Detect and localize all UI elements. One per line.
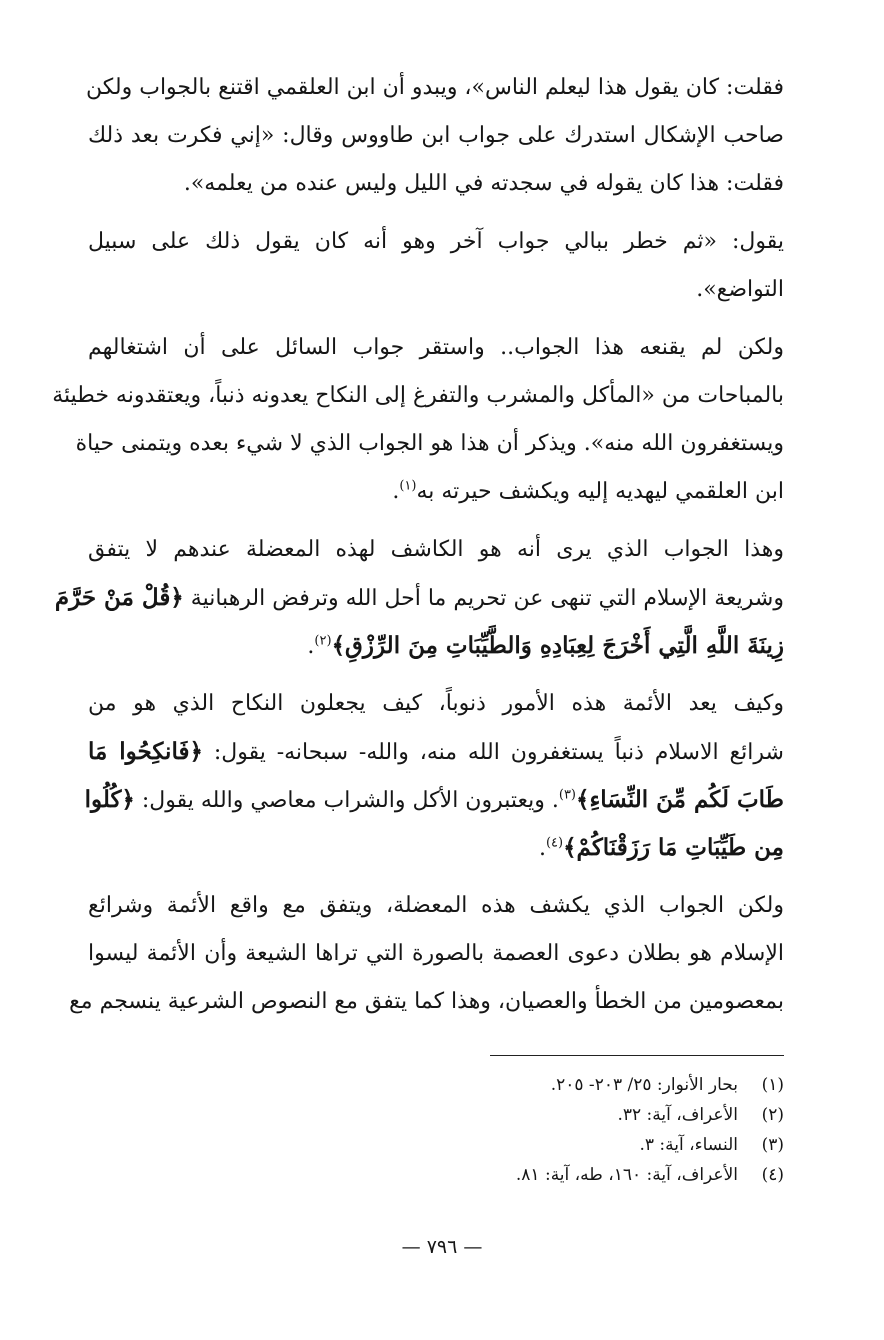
text-line: وهذا الجواب الذي يرى أنه هو الكاشف لهذه المعضلة عندهم لا يتفق <box>88 537 784 562</box>
line-text: ابن العلقمي ليهديه إليه ويكشف حيرته به <box>416 479 784 504</box>
footnote-text: النساء، آية: ٣. <box>639 1135 738 1155</box>
footnote-item <box>364 1100 784 1130</box>
footnote-marker: (٤) <box>545 835 564 851</box>
paragraph-1 <box>88 64 784 208</box>
quran-verse: ﴿كُلُوا <box>84 786 135 813</box>
paragraph-4 <box>54 526 784 670</box>
footnote-number: (٢) <box>761 1105 784 1125</box>
text-line: زِينَةَ اللَّهِ الَّتِي أَخْرَجَ لِعِبَادِهِ وَالطَّيِّبَاتِ مِنَ الرِّزْقِ﴾$^{(٢)}$. <box>307 632 784 659</box>
text-line: ابن العلقمي ليهديه إليه ويكشف حيرته به$^{(١)}$. <box>392 478 784 504</box>
quran-verse: طَابَ لَكُم مِّنَ النِّسَاءِ﴾ <box>576 786 784 813</box>
footnote-item <box>364 1130 784 1160</box>
footnote-text: الأعراف، آية: ١٦٠، طه، آية: ٨١. <box>515 1165 738 1185</box>
text-line: ولكن الجواب الذي يكشف هذه المعضلة، ويتفق مع واقع الأئمة وشرائع <box>88 893 784 918</box>
text-line <box>84 776 784 824</box>
quran-verse: ﴿فَانكِحُوا مَا <box>88 738 203 765</box>
line-text: . ويعتبرون الأكل والشراب معاصي والله يقول: <box>141 788 559 813</box>
paragraph-5 <box>84 680 784 872</box>
text-line: وكيف يعد الأئمة هذه الأمور ذنوباً، كيف يجعلون النكاح الذي هو من <box>88 691 784 716</box>
text-line <box>54 574 784 622</box>
footnote-marker: (٣) <box>558 787 576 803</box>
footnote-marker: (١) <box>399 478 417 494</box>
footnote-item <box>364 1160 784 1190</box>
text-line: ولكن لم يقنعه هذا الجواب.. واستقر جواب السائل على أن اشتغالهم <box>88 335 785 360</box>
text-line: فقلت: كان يقول هذا ليعلم الناس»، ويبدو أن ابن العلقمي اقتنع بالجواب ولكن <box>86 75 784 100</box>
paragraph-3 <box>52 324 785 516</box>
page-body <box>52 64 785 1036</box>
line-text: شرائع الاسلام ذنباً يستغفرون الله منه، والله- سبحانه- يقول: <box>213 740 784 765</box>
line-text: وشريعة الإسلام التي تنهى عن تحريم ما أحل الله وترفض الرهبانية <box>190 586 784 611</box>
page-number: — ٧٩٦ — <box>401 1236 483 1258</box>
text-line: بالمباحات من «المأكل والمشرب والتفرغ إلى النكاح يعدونه ذنباً، ويعتقدونه خطيئة <box>52 383 784 408</box>
footnote-text: الأعراف، آية: ٣٢. <box>617 1105 738 1125</box>
quran-verse: زِينَةَ اللَّهِ الَّتِي أَخْرَجَ لِعِبَادِهِ وَالطَّيِّبَاتِ مِنَ الرِّزْقِ﴾ <box>331 632 784 659</box>
paragraph-6 <box>69 882 784 1026</box>
text-line: الإسلام هو بطلان دعوى العصمة بالصورة التي تراها الشيعة وأن الأئمة ليسوا <box>88 941 784 966</box>
paragraph-2 <box>88 218 784 314</box>
text-line: فقلت: هذا كان يقوله في سجدته في الليل وليس عنده من يعلمه». <box>183 171 784 196</box>
text-line: صاحب الإشكال استدرك على جواب ابن طاووس وقال: «إني فكرت بعد ذلك <box>88 123 784 148</box>
text-line: التواضع». <box>696 277 784 302</box>
quran-verse: ﴿قُلْ مَنْ حَرَّمَ <box>54 584 184 611</box>
footnotes <box>364 1070 784 1190</box>
footnote-item <box>364 1070 784 1100</box>
text-line: يقول: «ثم خطر ببالي جواب آخر وهو أنه كان يقول ذلك على سبيل <box>88 229 784 254</box>
footnote-text: بحار الأنوار: ٢٥/ ٢٠٣- ٢٠٥. <box>550 1075 738 1095</box>
text-line: ويستغفرون الله منه». ويذكر أن هذا هو الجواب الذي لا شيء بعده ويتمنى حياة <box>75 431 784 456</box>
footnote-separator <box>490 1055 784 1056</box>
footnote-number: (١) <box>761 1075 784 1095</box>
text-line: مِن طَيِّبَاتِ مَا رَزَقْنَاكُمْ﴾$^{(٤)}$. <box>538 834 784 861</box>
quran-verse: مِن طَيِّبَاتِ مَا رَزَقْنَاكُمْ﴾ <box>563 834 784 861</box>
text-line <box>88 728 784 776</box>
text-line: بمعصومين من الخطأ والعصيان، وهذا كما يتفق مع النصوص الشرعية ينسجم مع <box>69 989 784 1014</box>
footnote-number: (٤) <box>761 1165 784 1185</box>
footnote-number: (٣) <box>761 1135 784 1155</box>
footnote-marker: (٢) <box>314 633 332 649</box>
